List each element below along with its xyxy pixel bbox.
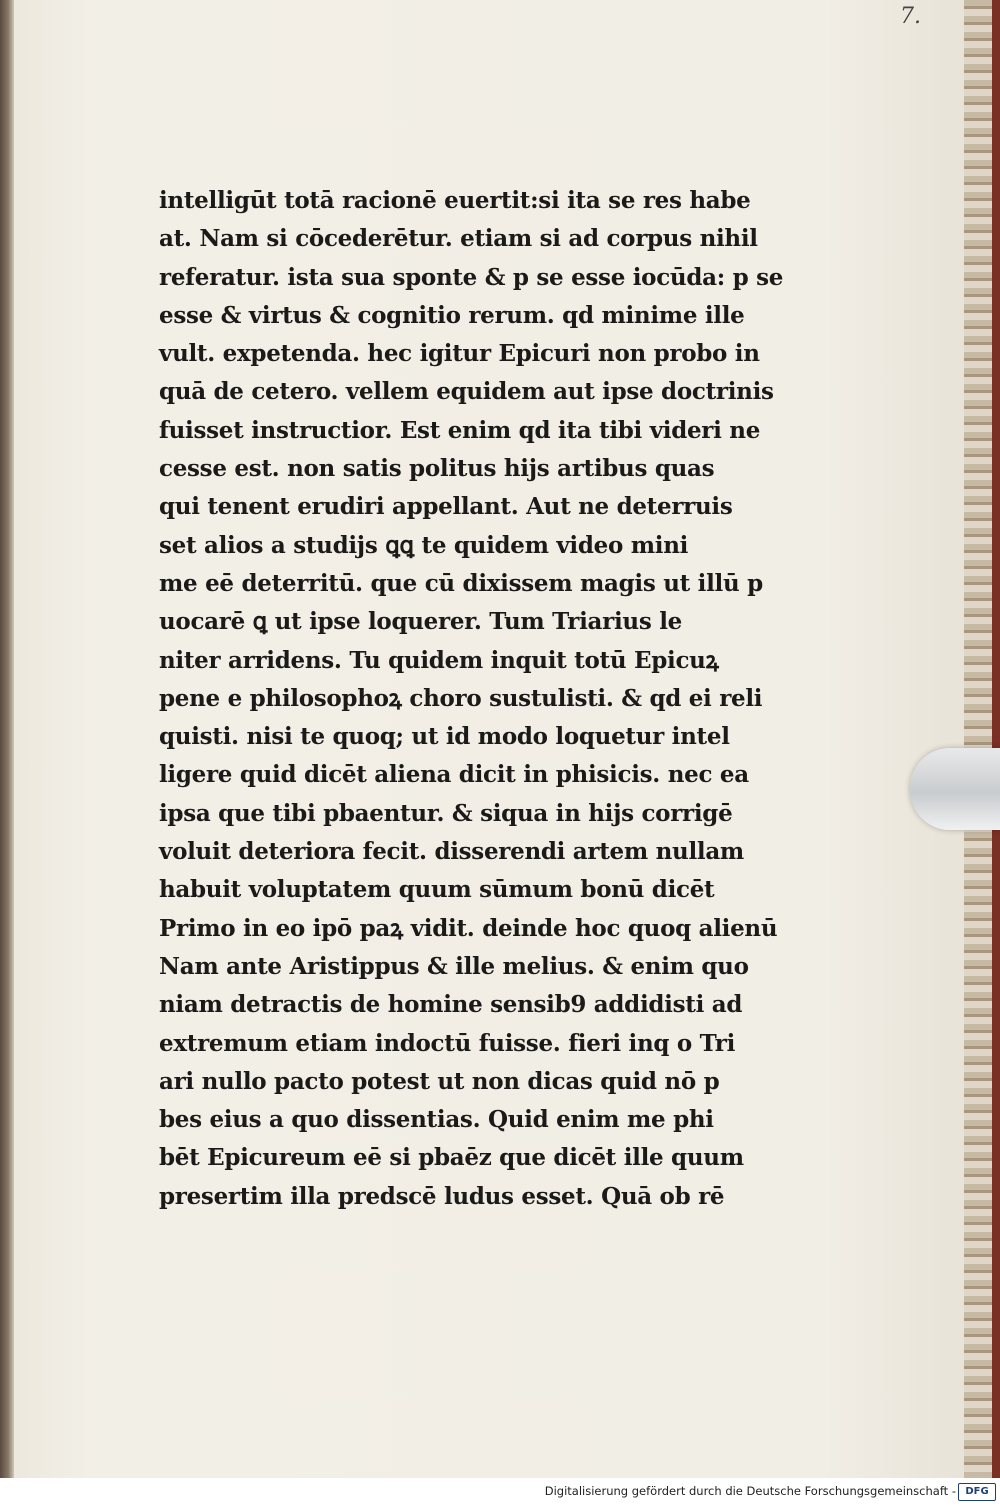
text-line: Primo in eo ipō paꝝ vidit. deinde hoc quoq alienū xyxy=(159,914,778,942)
text-line: me eē deterritū. que cū dixissem magis ut illū p xyxy=(159,569,763,597)
footer-credit: Digitalisierung gefördert durch die Deutsche Forschungsgemeinschaft - xyxy=(544,1484,956,1498)
text-line: ari nullo pacto potest ut non dicas quid nō p xyxy=(159,1067,720,1095)
text-line: bes eius a quo dissentias. Quid enim me phi xyxy=(159,1106,714,1134)
text-block xyxy=(159,182,784,1216)
text-line: qui tenent erudiri appellant. Aut ne deterruis xyxy=(159,493,733,521)
text-line: referatur. ista sua sponte & p se esse iocūda: p se xyxy=(159,263,784,291)
folio-number: 7. xyxy=(900,4,921,29)
text-line: bēt Epicureum eē si pbaēz que dicēt ille quum xyxy=(159,1144,744,1172)
text-line: Nam ante Aristippus & ille melius. & enim quo xyxy=(159,952,749,980)
text-line: niter arridens. Tu quidem inquit totū Epicuꝝ xyxy=(159,646,719,674)
text-line: pene e philosophoꝝ choro sustulisti. & qd ei reli xyxy=(159,684,763,712)
text-line: fuisset instructior. Est enim qd ita tibi videri ne xyxy=(159,416,761,444)
page-clip xyxy=(910,748,1000,830)
text-line: at. Nam si cōcederētur. etiam si ad corpus nihil xyxy=(159,225,758,253)
text-line: set alios a studijs ꝗꝗ te quidem video mini xyxy=(159,531,689,559)
dfg-logo: DFG xyxy=(958,1483,996,1501)
text-line: niam detractis de homine sensib9 addidisti ad xyxy=(159,991,743,1019)
text-line: ligere quid dicēt aliena dicit in phisicis. nec ea xyxy=(159,761,749,789)
text-line: vult. expetenda. hec igitur Epicuri non probo in xyxy=(159,340,760,368)
text-line: voluit deteriora fecit. disserendi artem nullam xyxy=(159,838,744,866)
text-line: quā de cetero. vellem equidem aut ipse doctrinis xyxy=(159,378,774,406)
text-line: extremum etiam indoctū fuisse. fieri inq o Tri xyxy=(159,1029,736,1057)
digitization-footer xyxy=(0,1478,1000,1506)
text-line: cesse est. non satis politus hijs artibus quas xyxy=(159,455,715,483)
text-line: esse & virtus & cognitio rerum. qd minime ille xyxy=(159,301,745,329)
text-line: habuit voluptatem quum sūmum bonū dicēt xyxy=(159,876,715,904)
text-line: presertim illa predscē ludus esset. Quā ob rē xyxy=(159,1182,725,1210)
text-line: uocarē ꝗ ut ipse loquerer. Tum Triarius le xyxy=(159,608,682,636)
book-page xyxy=(14,0,964,1478)
binding-edge xyxy=(0,0,14,1478)
text-line: quisti. nisi te quoq; ut id modo loquetur intel xyxy=(159,723,730,751)
page-stack-edge xyxy=(964,0,1000,1478)
text-line: intelligūt totā racionē euertit:si ita se res habe xyxy=(159,187,751,214)
text-line: ipsa que tibi pbaentur. & siqua in hijs corrigē xyxy=(159,799,733,827)
